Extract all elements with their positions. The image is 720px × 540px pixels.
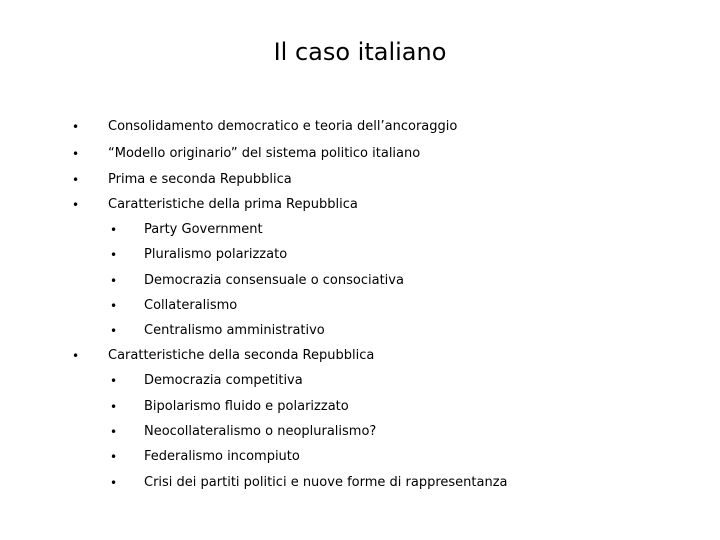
sub-item-collateralismo: Collateralismo	[144, 298, 238, 313]
sub-item-democrazia-consensuale: Democrazia consensuale o consociativa	[144, 273, 404, 288]
list-item-caratteristiche-prima: Caratteristiche della prima Repubblica	[108, 197, 358, 212]
sub-bullet-icon: •	[110, 324, 118, 338]
bullet-icon: •	[72, 349, 80, 363]
sub-item-neocollateralismo: Neocollateralismo o neopluralismo?	[144, 424, 377, 439]
sub-item-centralismo: Centralismo amministrativo	[144, 323, 325, 338]
sub-item-federalismo: Federalismo incompiuto	[144, 449, 300, 464]
sub-bullet-icon: •	[110, 223, 118, 237]
slide-title-text: Il caso italiano	[273, 38, 447, 66]
sub-bullet-icon: •	[110, 248, 118, 262]
list-item-modello-originario: “Modello originario” del sistema politico italiano	[108, 146, 421, 161]
sub-bullet-icon: •	[110, 476, 118, 490]
bullet-icon: •	[72, 147, 80, 161]
sub-item-party-government: Party Government	[144, 222, 263, 237]
list-item-caratteristiche-seconda: Caratteristiche della seconda Repubblica	[108, 348, 375, 363]
sub-bullet-icon: •	[110, 450, 118, 464]
list-item-consolidamento: Consolidamento democratico e teoria dell’ancoraggio	[108, 119, 458, 134]
bullet-icon: •	[72, 120, 80, 134]
slide-title	[0, 38, 720, 66]
sub-bullet-icon: •	[110, 400, 118, 414]
sub-item-pluralismo-polarizzato: Pluralismo polarizzato	[144, 247, 288, 262]
sub-item-bipolarismo: Bipolarismo fluido e polarizzato	[144, 399, 349, 414]
sub-item-democrazia-competitiva: Democrazia competitiva	[144, 373, 303, 388]
bullet-icon: •	[72, 198, 80, 212]
bullet-icon: •	[72, 173, 80, 187]
sub-bullet-icon: •	[110, 274, 118, 288]
list-item-prima-seconda: Prima e seconda Repubblica	[108, 172, 292, 187]
sub-bullet-icon: •	[110, 425, 118, 439]
sub-item-crisi-partiti: Crisi dei partiti politici e nuove forme di rappresentanza	[144, 475, 508, 490]
sub-bullet-icon: •	[110, 374, 118, 388]
sub-bullet-icon: •	[110, 299, 118, 313]
